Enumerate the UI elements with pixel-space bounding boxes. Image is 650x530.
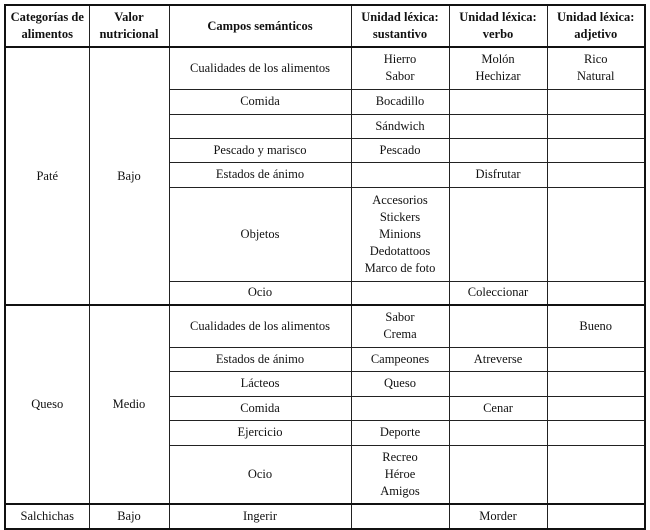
table-row — [5, 305, 645, 347]
lexical-unit: Morder — [479, 509, 517, 523]
verb-cell — [449, 504, 547, 529]
verb-cell — [449, 445, 547, 504]
category-cell: Paté — [5, 47, 89, 305]
verb-cell — [449, 305, 547, 347]
lexical-unit: Queso — [384, 376, 416, 390]
lexical-unit: Accesorios — [372, 192, 428, 207]
lexical-unit: Rico — [583, 52, 608, 67]
noun-cell — [351, 347, 449, 371]
category-cell: Salchichas — [5, 504, 89, 529]
adjective-cell — [547, 371, 645, 396]
noun-cell — [351, 47, 449, 89]
verb-cell — [449, 371, 547, 396]
adjective-cell — [547, 396, 645, 420]
noun-cell — [351, 396, 449, 420]
noun-cell — [351, 114, 449, 138]
verb-cell — [449, 347, 547, 371]
table-header — [5, 5, 645, 47]
lexical-unit: Héroe — [384, 466, 416, 481]
noun-cell — [351, 504, 449, 529]
lexical-unit: Campeones — [370, 351, 430, 366]
verb-cell — [449, 162, 547, 187]
semantic-field-cell: Cualidades de los alimentos — [169, 47, 351, 89]
noun-cell — [351, 138, 449, 162]
adjective-cell — [547, 305, 645, 347]
lexical-unit: Natural — [577, 69, 615, 84]
lexical-unit: Disfrutar — [475, 167, 521, 181]
adjective-cell — [547, 347, 645, 371]
adjective-cell — [547, 445, 645, 504]
adjective-cell — [547, 281, 645, 305]
lexical-unit: Hierro — [383, 52, 417, 67]
noun-cell — [351, 371, 449, 396]
lexical-unit: Cenar — [483, 400, 513, 415]
adjective-cell — [547, 114, 645, 138]
verb-cell — [449, 138, 547, 162]
header-verb: Unidad léxica: verbo — [449, 5, 547, 47]
semantic-field-cell: Lácteos — [169, 371, 351, 396]
noun-cell — [351, 305, 449, 347]
adjective-cell — [547, 89, 645, 114]
header-adjective: Unidad léxica: adjetivo — [547, 5, 645, 47]
semantic-field-cell: Ejercicio — [169, 420, 351, 445]
lexical-unit: Molón — [481, 52, 515, 67]
adjective-cell — [547, 420, 645, 445]
adjective-cell — [547, 162, 645, 187]
table-row — [5, 47, 645, 89]
lexical-unit: Stickers — [379, 209, 421, 224]
verb-cell — [449, 187, 547, 281]
verb-cell — [449, 47, 547, 89]
nutritional-value-cell: Bajo — [89, 47, 169, 305]
noun-cell — [351, 420, 449, 445]
noun-cell — [351, 445, 449, 504]
verb-cell — [449, 396, 547, 420]
header-nutritional-value: Valor nutricional — [89, 5, 169, 47]
header-semantic-fields: Campos semánticos — [169, 5, 351, 47]
lexical-unit: Deporte — [379, 425, 421, 439]
noun-cell — [351, 89, 449, 114]
lexical-unit: Minions — [379, 226, 421, 241]
semantic-field-cell: Estados de ánimo — [169, 162, 351, 187]
lexical-unit: Atreverse — [473, 351, 523, 366]
semantic-field-cell: Estados de ánimo — [169, 347, 351, 371]
lexical-unit: Bocadillo — [375, 94, 425, 108]
noun-cell — [351, 187, 449, 281]
lexical-unit: Marco de foto — [364, 260, 436, 275]
noun-cell — [351, 162, 449, 187]
lexical-unit: Bueno — [579, 318, 613, 333]
semantic-field-cell: Comida — [169, 396, 351, 420]
verb-cell — [449, 89, 547, 114]
noun-cell — [351, 281, 449, 305]
verb-cell — [449, 420, 547, 445]
lexical-unit: Pescado — [379, 142, 421, 157]
adjective-cell — [547, 47, 645, 89]
table-body — [5, 47, 645, 529]
adjective-cell — [547, 138, 645, 162]
lexical-unit: Coleccionar — [467, 285, 529, 300]
semantic-field-cell: Cualidades de los alimentos — [169, 305, 351, 347]
semantic-field-cell: Comida — [169, 89, 351, 114]
lexical-unit: Dedotattoos — [369, 243, 431, 258]
category-cell: Queso — [5, 305, 89, 504]
header-category: Categorías de alimentos — [5, 5, 89, 47]
semantic-field-cell: Ingerir — [169, 504, 351, 529]
verb-cell — [449, 281, 547, 305]
verb-cell — [449, 114, 547, 138]
lexical-unit: Sabor — [385, 69, 415, 84]
nutritional-value-cell: Medio — [89, 305, 169, 504]
semantic-field-cell: Objetos — [169, 187, 351, 281]
lexical-unit: Sándwich — [375, 118, 425, 133]
semantic-field-cell — [169, 114, 351, 138]
lexical-unit: Recreo — [382, 449, 418, 464]
semantic-field-cell: Pescado y marisco — [169, 138, 351, 162]
lexical-unit: Sabor — [385, 310, 415, 325]
semantic-field-cell: Ocio — [169, 445, 351, 504]
adjective-cell — [547, 504, 645, 529]
semantic-field-cell: Ocio — [169, 281, 351, 305]
adjective-cell — [547, 187, 645, 281]
lexical-unit: Hechizar — [475, 69, 521, 84]
header-noun: Unidad léxica: sustantivo — [351, 5, 449, 47]
semantic-fields-table — [4, 4, 646, 530]
lexical-unit: Crema — [383, 327, 417, 342]
table-row — [5, 504, 645, 529]
nutritional-value-cell: Bajo — [89, 504, 169, 529]
lexical-unit: Amigos — [380, 483, 420, 498]
